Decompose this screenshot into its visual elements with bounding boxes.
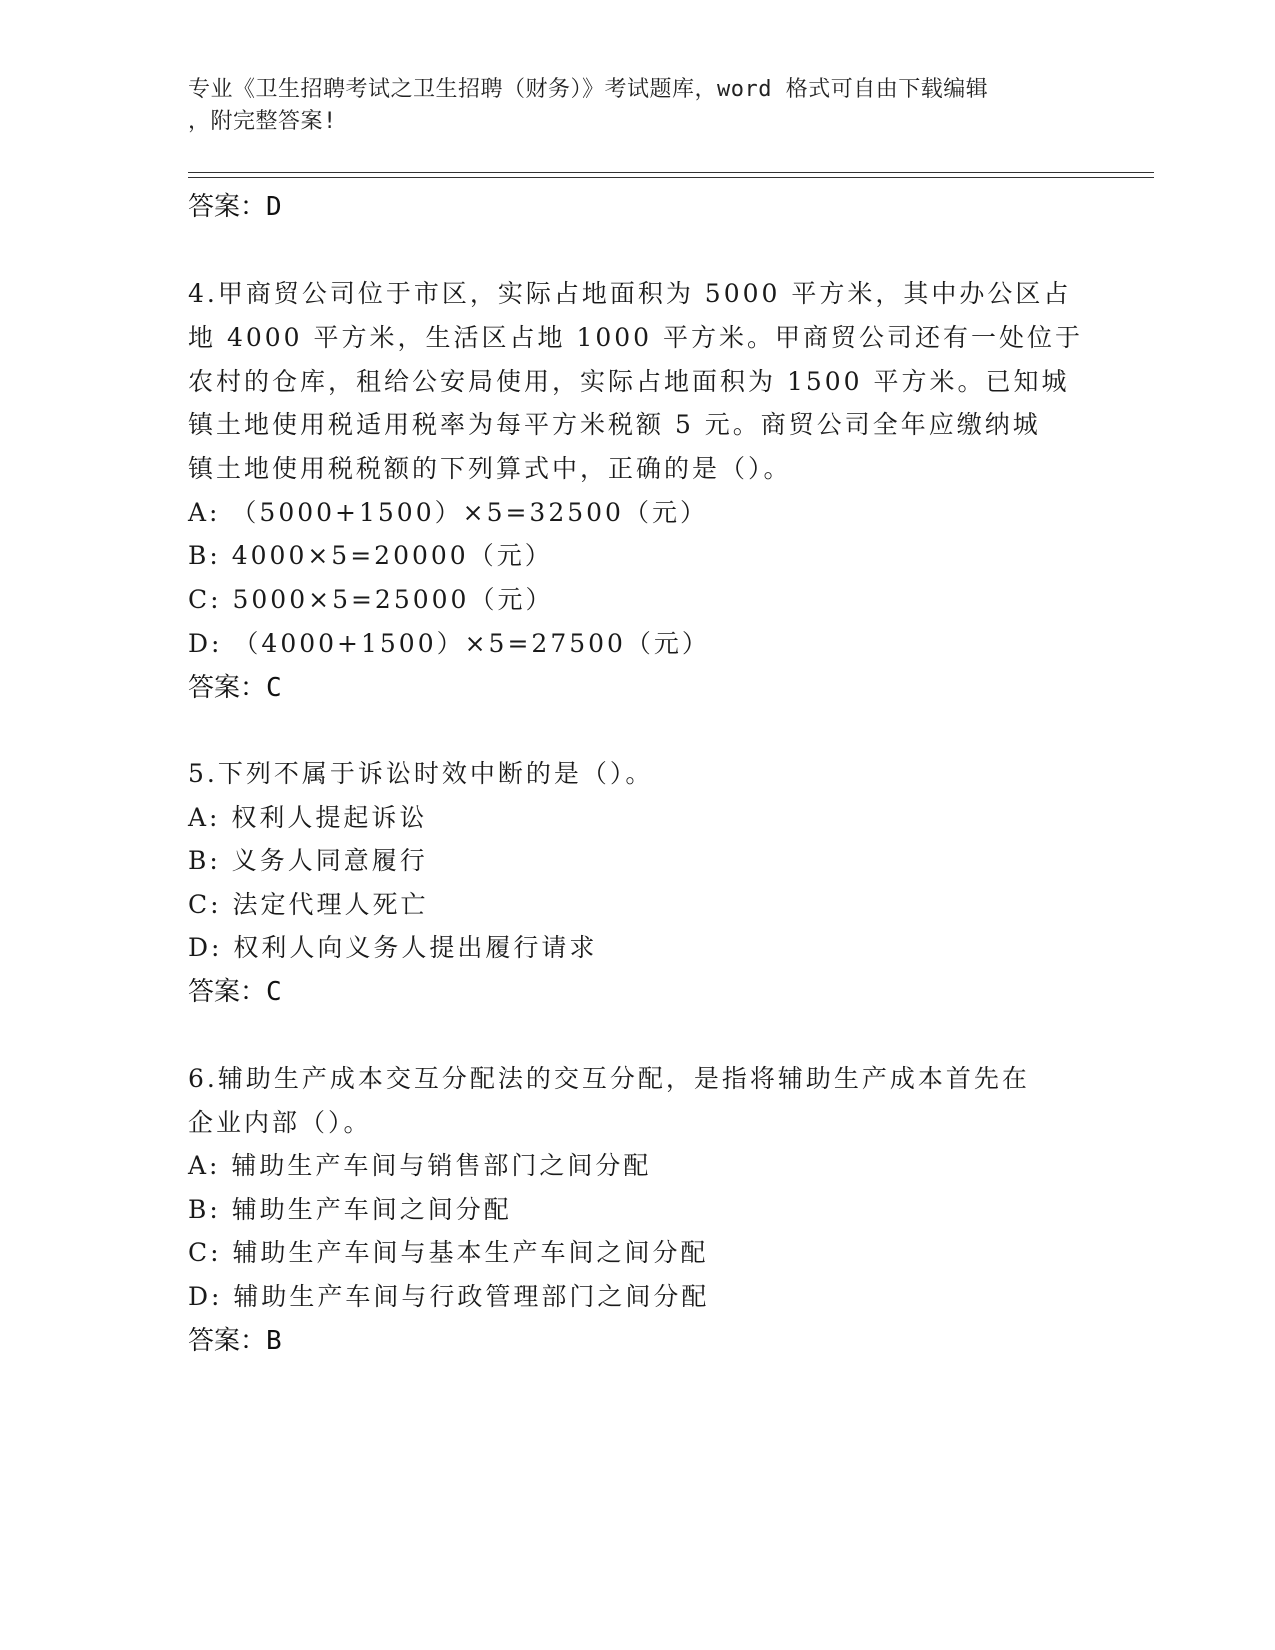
- question-4-option-d: D: （4000+1500）×5=27500（元）: [188, 629, 710, 658]
- header-line-1: 专业《卫生招聘考试之卫生招聘（财务）》考试题库，word 格式可自由下载编辑: [188, 77, 989, 102]
- question-5-option-d: D: 权利人向义务人提出履行请求: [188, 933, 598, 962]
- question-5-answer: 答案：C: [188, 977, 282, 1007]
- question-4-stem-line: 镇土地使用税适用税率为每平方米税额 5 元。商贸公司全年应缴纳城: [188, 410, 1041, 439]
- header-divider-top: [188, 172, 1154, 173]
- answer-previous: 答案：D: [188, 192, 282, 222]
- question-5-option-c: C: 法定代理人死亡: [188, 890, 429, 919]
- question-6-option-c: C: 辅助生产车间与基本生产车间之间分配: [188, 1238, 709, 1267]
- header-divider-bottom: [188, 177, 1154, 178]
- header-line-2: ，附完整答案!: [188, 109, 337, 134]
- question-6-stem-line: 6.辅助生产成本交互分配法的交互分配，是指将辅助生产成本首先在: [188, 1064, 1030, 1093]
- question-4-answer: 答案：C: [188, 673, 282, 703]
- question-5-stem-line: 5.下列不属于诉讼时效中断的是（）。: [188, 759, 654, 788]
- question-5-option-a: A: 权利人提起诉讼: [188, 803, 428, 832]
- question-6-option-a: A: 辅助生产车间与销售部门之间分配: [188, 1151, 652, 1180]
- question-4-option-b: B: 4000×5=20000（元）: [188, 541, 553, 570]
- question-6-answer: 答案：B: [188, 1326, 282, 1356]
- question-4-stem-line: 农村的仓库，租给公安局使用，实际占地面积为 1500 平方米。已知城: [188, 367, 1070, 396]
- question-5-option-b: B: 义务人同意履行: [188, 846, 428, 875]
- question-4-option-a: A: （5000+1500）×5=32500（元）: [188, 498, 708, 527]
- question-4-stem-line: 4.甲商贸公司位于市区，实际占地面积为 5000 平方米，其中办公区占: [188, 279, 1072, 308]
- page-header: [188, 74, 1068, 138]
- question-6-stem-line: 企业内部（）。: [188, 1108, 372, 1137]
- question-6-option-d: D: 辅助生产车间与行政管理部门之间分配: [188, 1282, 710, 1311]
- question-4-stem-line: 地 4000 平方米，生活区占地 1000 平方米。甲商贸公司还有一处位于: [188, 323, 1084, 352]
- question-4-option-c: C: 5000×5=25000（元）: [188, 585, 554, 614]
- question-4-stem-line: 镇土地使用税税额的下列算式中，正确的是（）。: [188, 454, 792, 483]
- question-6-option-b: B: 辅助生产车间之间分配: [188, 1195, 512, 1224]
